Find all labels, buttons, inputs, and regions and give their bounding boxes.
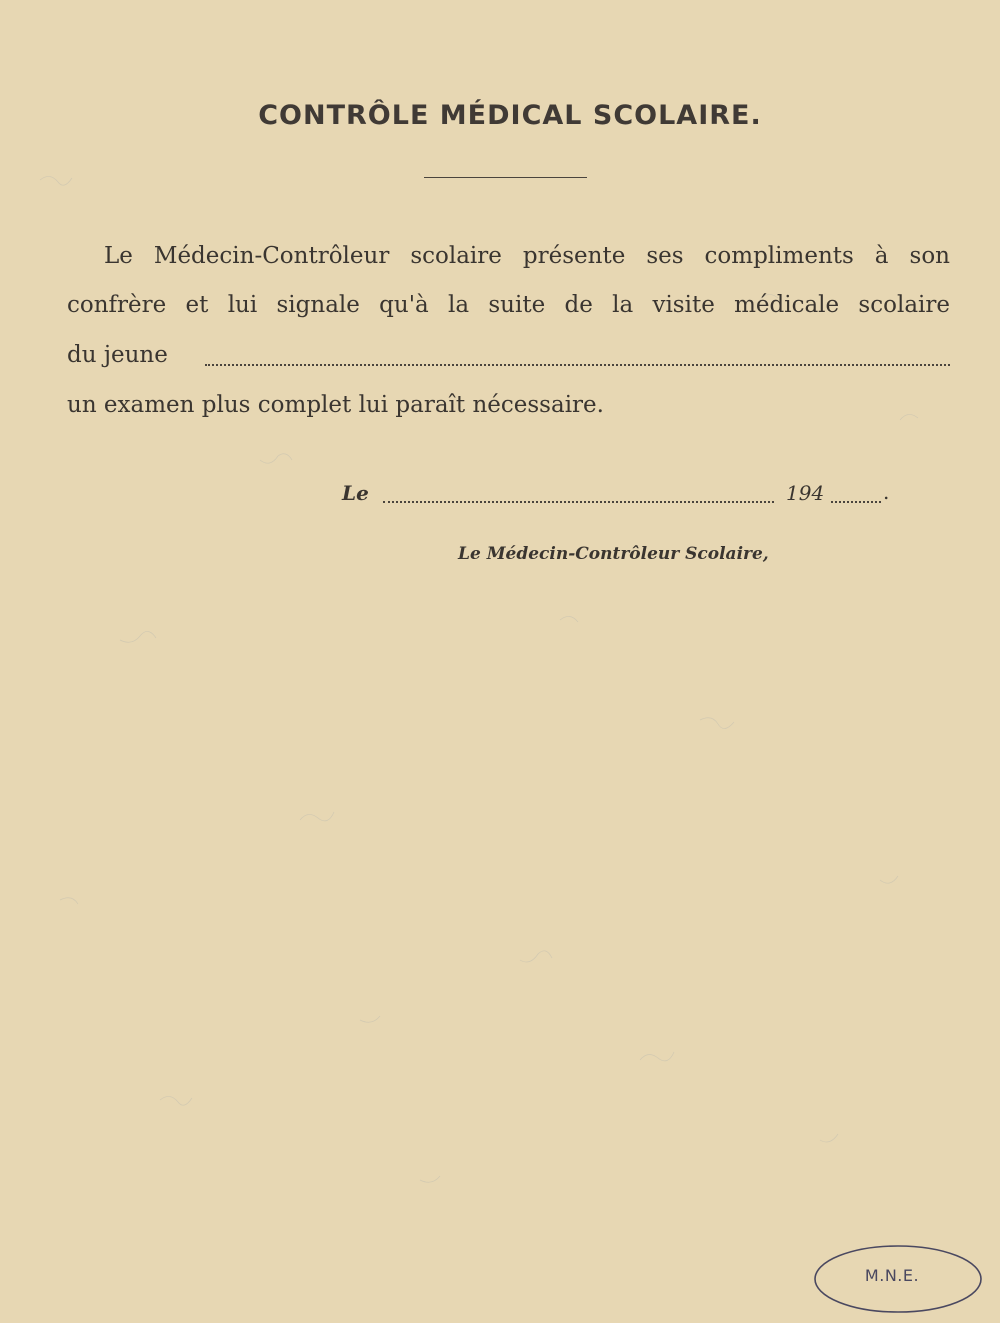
paragraph-line-2: confrère et lui signale qu'à la suite de la visite médicale scolaire <box>67 292 950 318</box>
paragraph-line-3-label: du jeune <box>67 342 168 368</box>
date-year-prefix: 194 <box>786 481 825 505</box>
paragraph-line-4: un examen plus complet lui paraît nécessaire. <box>67 392 604 418</box>
date-end-period: . <box>883 480 890 504</box>
date-fill-line[interactable] <box>383 501 774 503</box>
stamp-text: M.N.E. <box>864 1266 920 1285</box>
document-title: CONTRÔLE MÉDICAL SCOLAIRE. <box>258 100 762 131</box>
year-fill-line[interactable] <box>831 501 881 503</box>
date-prefix: Le <box>342 481 369 505</box>
signature-line: Le Médecin-Contrôleur Scolaire, <box>458 544 769 564</box>
paragraph-line-1: Le Médecin-Contrôleur scolaire présente ses compliments à son <box>104 243 950 269</box>
title-rule <box>424 177 587 178</box>
name-fill-line[interactable] <box>205 364 950 366</box>
